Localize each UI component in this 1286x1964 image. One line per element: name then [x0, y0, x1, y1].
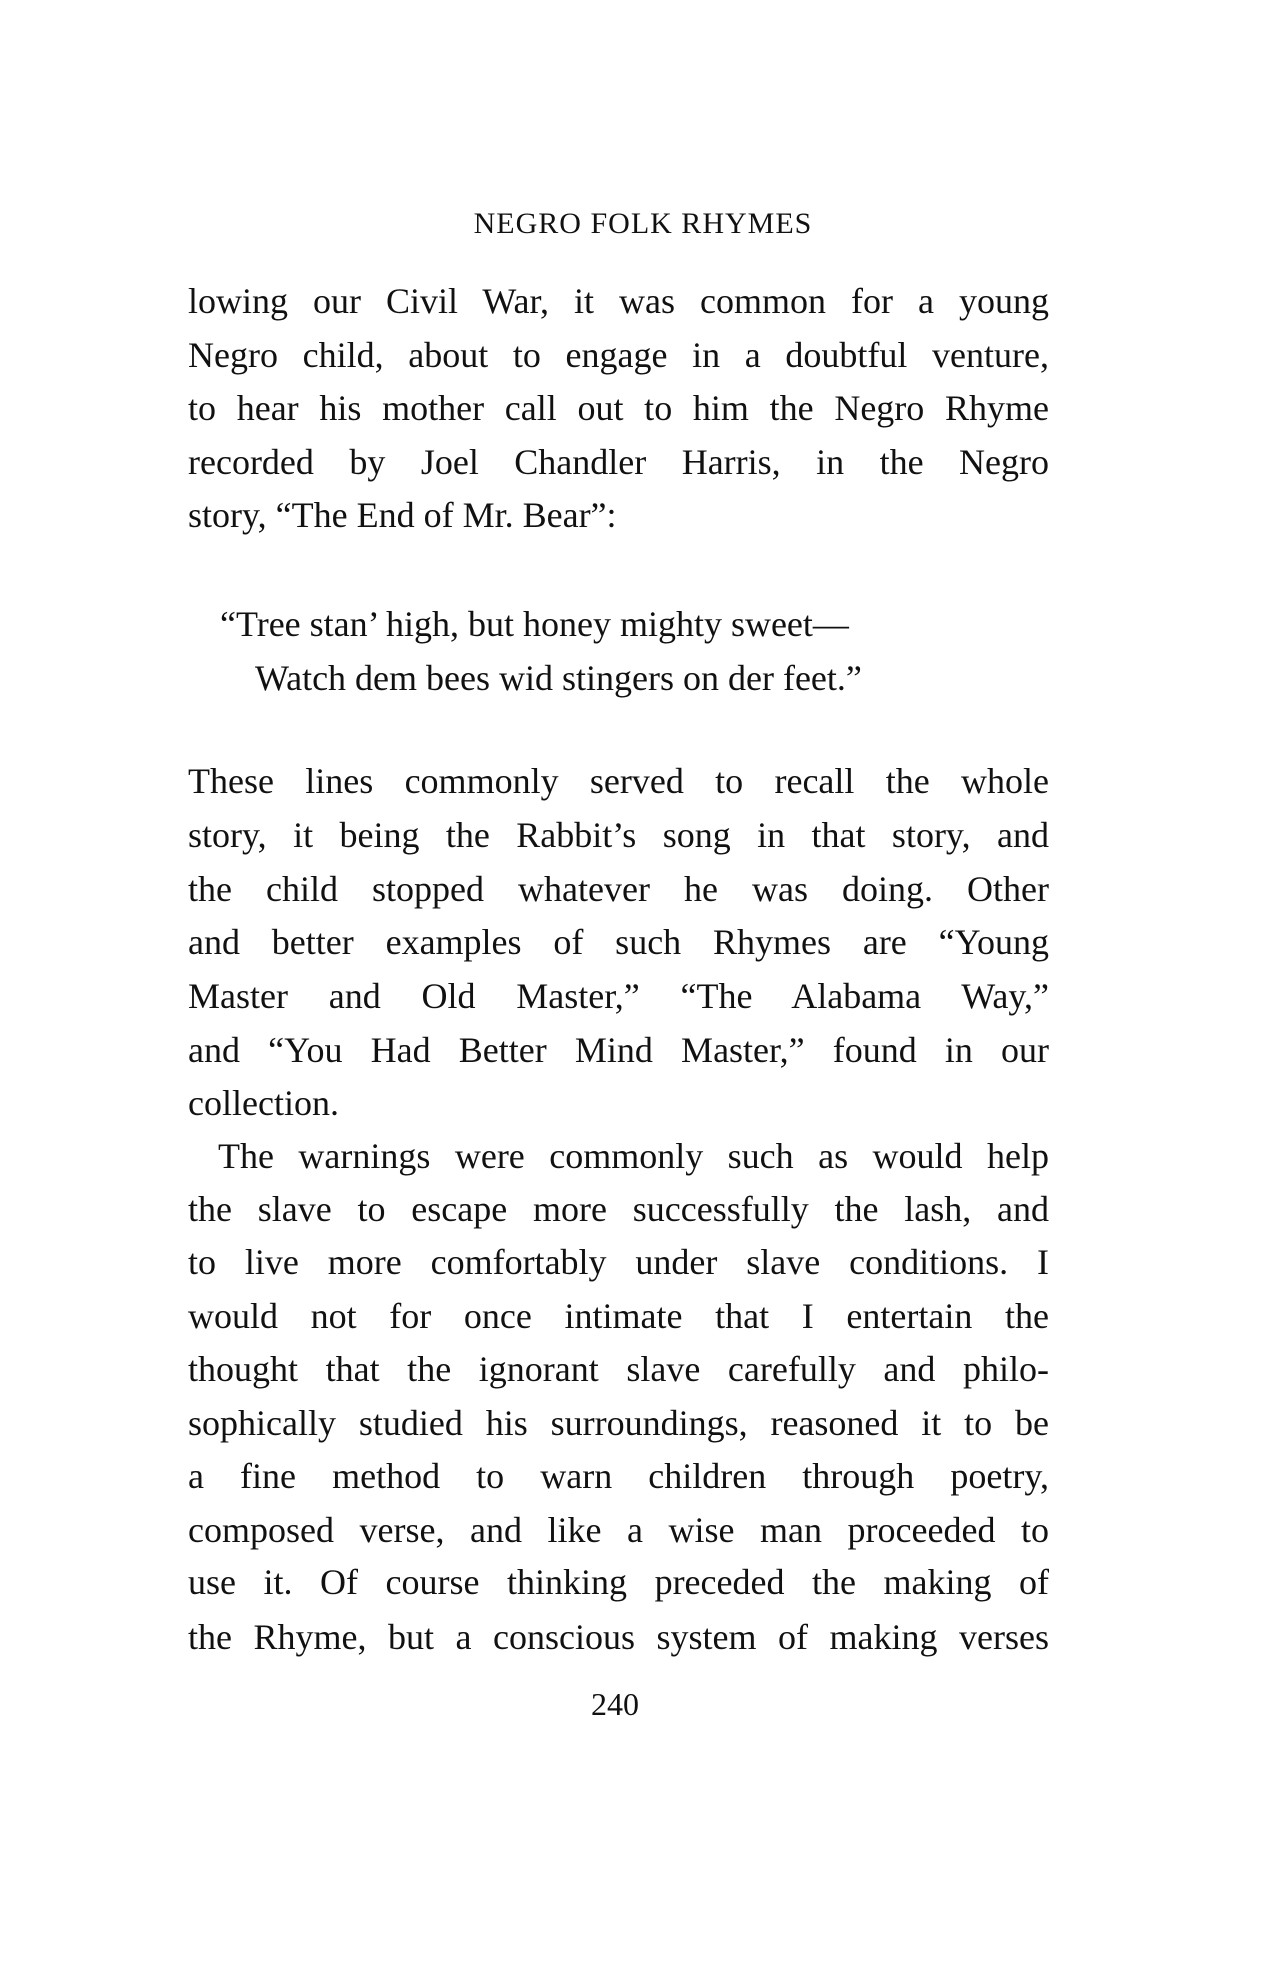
text-line: Master and Old Master,” “The Alabama Way,” — [188, 976, 1049, 1016]
text-line: a fine method to warn children through poetry, — [188, 1456, 1049, 1496]
text-line: to hear his mother call out to him the Negro Rhyme — [188, 388, 1049, 428]
running-header: NEGRO FOLK RHYMES — [473, 207, 813, 240]
text-line: lowing our Civil War, it was common for a young — [188, 281, 1049, 321]
text-line: the slave to escape more successfully the lash, and — [188, 1189, 1049, 1229]
text-line: thought that the ignorant slave carefully and philo- — [188, 1349, 1049, 1389]
text-line: story, “The End of Mr. Bear”: — [188, 495, 617, 535]
text-line: would not for once intimate that I entertain the — [188, 1296, 1049, 1336]
text-line: sophically studied his surroundings, reasoned it to be — [188, 1403, 1049, 1443]
text-line: These lines commonly served to recall the whole — [188, 761, 1049, 801]
text-line: The warnings were commonly such as would help — [218, 1136, 1049, 1176]
text-line: and better examples of such Rhymes are “Young — [188, 922, 1049, 962]
text-line: composed verse, and like a wise man proceeded to — [188, 1510, 1049, 1550]
text-line: recorded by Joel Chandler Harris, in the Negro — [188, 442, 1049, 482]
text-line: story, it being the Rabbit’s song in that story, and — [188, 815, 1049, 855]
page-number: 240 — [591, 1686, 639, 1722]
text-line: the child stopped whatever he was doing. Other — [188, 869, 1049, 909]
text-line: Negro child, about to engage in a doubtful venture, — [188, 335, 1049, 375]
verse-line: “Tree stan’ high, but honey mighty sweet— — [220, 604, 849, 644]
verse-line: Watch dem bees wid stingers on der feet.” — [255, 658, 862, 698]
text-line: use it. Of course thinking preceded the making of — [188, 1562, 1049, 1602]
text-line: to live more comfortably under slave conditions. I — [188, 1242, 1049, 1282]
text-line: collection. — [188, 1083, 339, 1123]
text-line: the Rhyme, but a conscious system of making verses — [188, 1617, 1049, 1657]
text-line: and “You Had Better Mind Master,” found in our — [188, 1030, 1049, 1070]
